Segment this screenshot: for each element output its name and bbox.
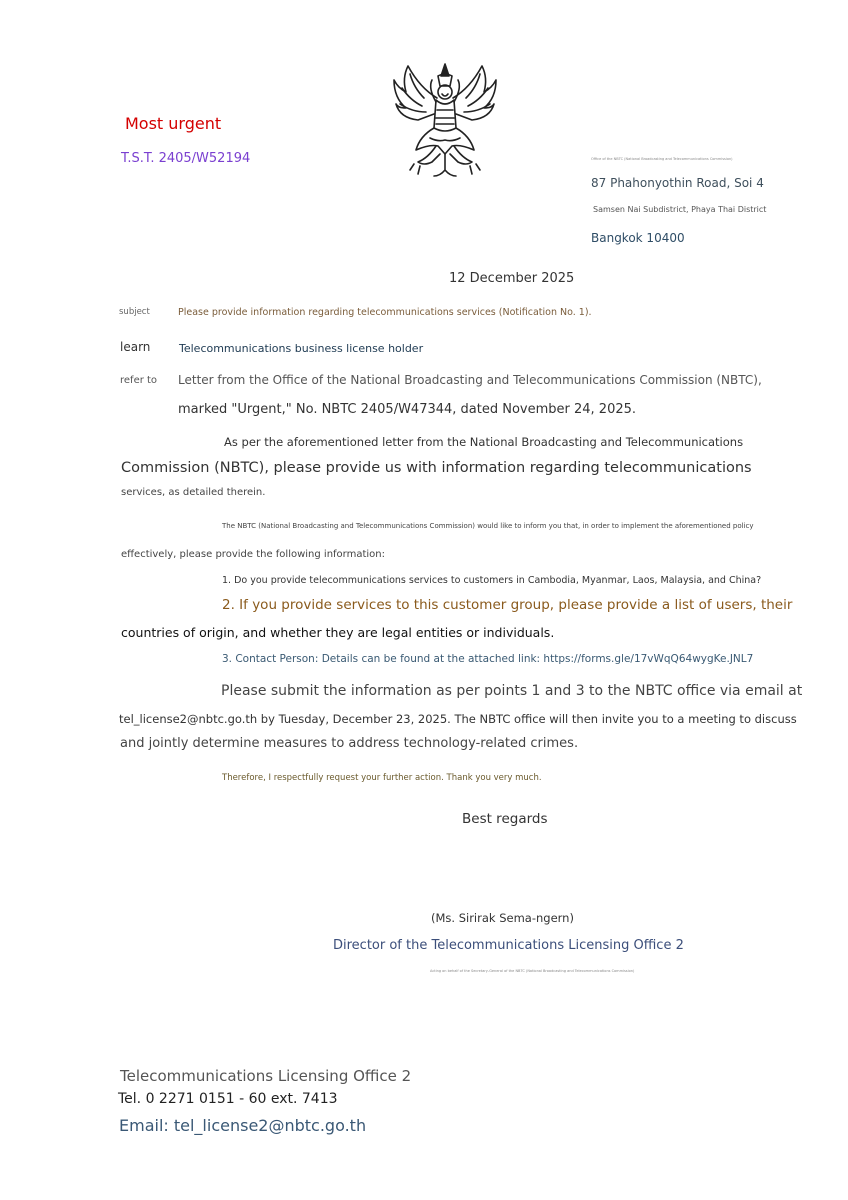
learn-label: learn bbox=[120, 340, 151, 354]
closing-request: Therefore, I respectfully request your further action. Thank you very much. bbox=[222, 773, 542, 783]
submission-line-3: and jointly determine measures to address technology-related crimes. bbox=[120, 736, 579, 751]
reference-number: T.S.T. 2405/W52194 bbox=[121, 151, 251, 166]
regards: Best regards bbox=[462, 811, 548, 827]
submission-line-2: tel_license2@nbtc.go.th by Tuesday, December 23, 2025. The NBTC office will then invite you to a meeting to discuss bbox=[119, 712, 797, 726]
footer-office: Telecommunications Licensing Office 2 bbox=[120, 1067, 412, 1085]
subject-label: subject bbox=[119, 307, 150, 317]
paragraph-2-line-2: effectively, please provide the following information: bbox=[121, 549, 386, 560]
address-line-2: Samsen Nai Subdistrict, Phaya Thai District bbox=[593, 205, 767, 214]
footer-telephone: Tel. 0 2271 0151 - 60 ext. 7413 bbox=[118, 1091, 338, 1107]
paragraph-1-line-3: services, as detailed therein. bbox=[121, 487, 266, 498]
address-line-3: Bangkok 10400 bbox=[591, 231, 685, 245]
paragraph-1-line-1: As per the aforementioned letter from the National Broadcasting and Telecommunications bbox=[224, 435, 744, 449]
refer-text-line-1: Letter from the Office of the National Broadcasting and Telecommunications Commission (NBTC), bbox=[178, 373, 762, 387]
signer-name: (Ms. Sirirak Sema-ngern) bbox=[431, 911, 574, 925]
list-item-2-line-1: 2. If you provide services to this customer group, please provide a list of users, their bbox=[222, 597, 793, 613]
list-item-3: 3. Contact Person: Details can be found at the attached link: https://forms.gle/17vWqQ64wygKe.JNL7 bbox=[222, 653, 754, 665]
urgency-label: Most urgent bbox=[125, 114, 222, 133]
paragraph-1-line-2: Commission (NBTC), please provide us with information regarding telecommunications bbox=[121, 460, 752, 476]
garuda-emblem bbox=[390, 58, 500, 182]
acting-on-behalf-tiny: Acting on behalf of the Secretary-General of the NBTC (National Broadcasting and Telecommunications Commission) bbox=[430, 969, 635, 973]
subject-text: Please provide information regarding telecommunications services (Notification No. 1). bbox=[178, 307, 592, 318]
refer-label: refer to bbox=[120, 375, 158, 386]
footer-email: Email: tel_license2@nbtc.go.th bbox=[119, 1116, 367, 1135]
list-item-2-line-2: countries of origin, and whether they are legal entities or individuals. bbox=[121, 625, 555, 640]
submission-line-1: Please submit the information as per points 1 and 3 to the NBTC office via email at bbox=[221, 683, 803, 699]
paragraph-2-line-1: The NBTC (National Broadcasting and Telecommunications Commission) would like to inform you that, in order to implement the aforementioned policy bbox=[222, 522, 754, 530]
learn-text: Telecommunications business license holder bbox=[179, 342, 424, 355]
address-line-1: 87 Phahonyothin Road, Soi 4 bbox=[591, 176, 764, 190]
letter-date: 12 December 2025 bbox=[449, 271, 575, 286]
list-item-1: 1. Do you provide telecommunications services to customers in Cambodia, Myanmar, Laos, Malaysia, and China? bbox=[222, 575, 762, 586]
refer-text-line-2: marked "Urgent," No. NBTC 2405/W47344, dated November 24, 2025. bbox=[178, 402, 637, 417]
signer-title: Director of the Telecommunications Licensing Office 2 bbox=[333, 938, 684, 953]
office-name-tiny: Office of the NBTC (National Broadcasting and Telecommunications Commission) bbox=[591, 157, 733, 161]
